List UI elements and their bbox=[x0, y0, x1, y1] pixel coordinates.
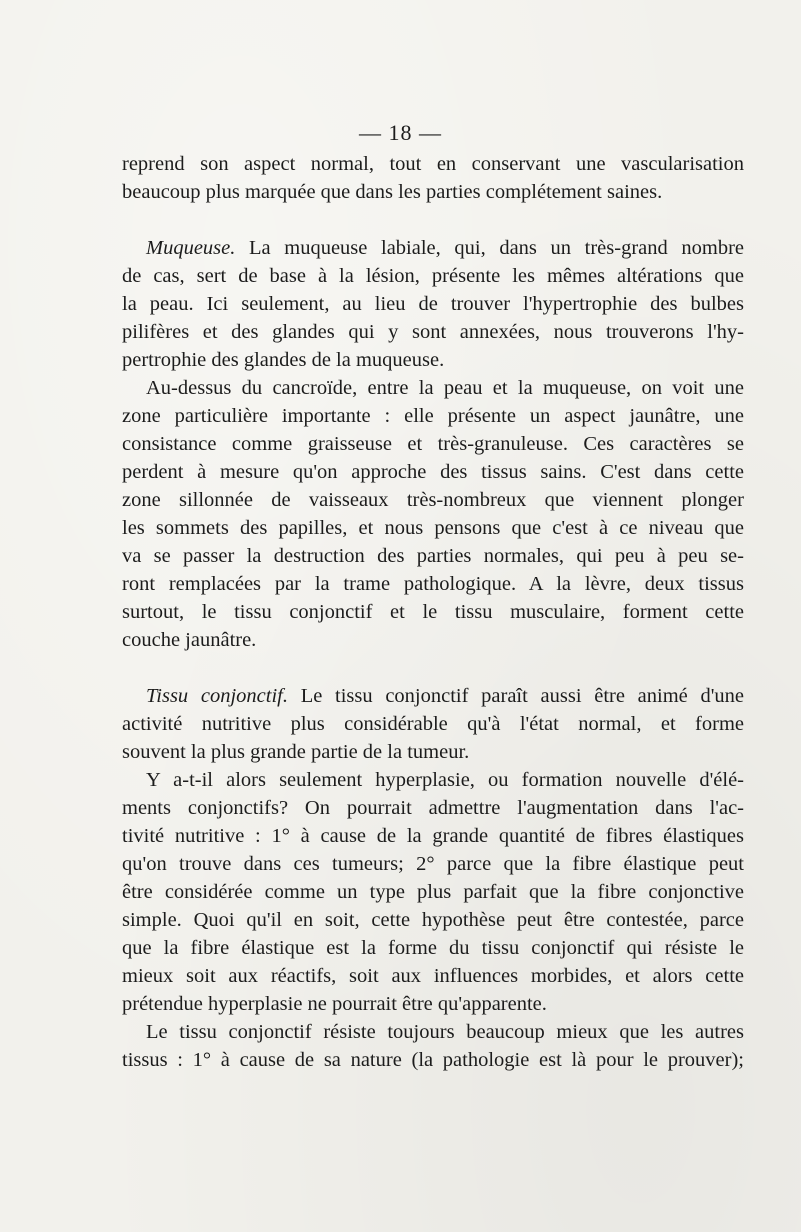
text-line: couche jaunâtre. bbox=[122, 629, 257, 651]
text-line: consistance comme graisseuse et très-granuleuse. Ces caractères se bbox=[122, 433, 744, 455]
text-line: de cas, sert de base à la lésion, présente les mêmes altérations que bbox=[122, 265, 744, 287]
text-line: zone particulière importante : elle présente un aspect jaunâtre, une bbox=[122, 405, 744, 427]
text-line: Le tissu conjonctif résiste toujours beaucoup mieux que les autres bbox=[146, 1021, 744, 1043]
page-number: — 18 — bbox=[359, 120, 442, 145]
text-line: souvent la plus grande partie de la tumeur. bbox=[122, 741, 470, 763]
text-line: mieux soit aux réactifs, soit aux influences morbides, et alors cette bbox=[122, 965, 744, 987]
text-line: reprend son aspect normal, tout en conservant une vascularisation bbox=[122, 153, 744, 175]
text-line: prétendue hyperplasie ne pourrait être qu'apparente. bbox=[122, 993, 547, 1015]
text-line: que la fibre élastique est la forme du tissu conjonctif qui résiste le bbox=[122, 937, 744, 959]
text-line: être considérée comme un type plus parfait que la fibre conjonctive bbox=[122, 881, 744, 903]
text-line: surtout, le tissu conjonctif et le tissu musculaire, forment cette bbox=[122, 601, 744, 623]
text-line: va se passer la destruction des parties normales, qui peu à peu se- bbox=[122, 545, 744, 567]
text-line: pilifères et des glandes qui y sont annexées, nous trouverons l'hy- bbox=[122, 321, 744, 343]
text-line: activité nutritive plus considérable qu'à l'état normal, et forme bbox=[122, 713, 744, 735]
paragraph bbox=[122, 374, 744, 654]
text-line: ments conjonctifs? On pourrait admettre l'augmentation dans l'ac- bbox=[122, 797, 744, 819]
section-heading: Tissu conjonctif. bbox=[146, 685, 288, 707]
text-line: Y a-t-il alors seulement hyperplasie, ou formation nouvelle d'élé- bbox=[146, 769, 744, 791]
text-line: Au-dessus du cancroïde, entre la peau et la muqueuse, on voit une bbox=[146, 377, 744, 399]
paragraph-muqueuse bbox=[122, 234, 744, 374]
text-line bbox=[122, 682, 744, 710]
text-line: pertrophie des glandes de la muqueuse. bbox=[122, 349, 445, 371]
text-line: tivité nutritive : 1° à cause de la grande quantité de fibres élastiques bbox=[122, 825, 744, 847]
text-line: tissus : 1° à cause de sa nature (la pathologie est là pour le prouver); bbox=[122, 1049, 744, 1071]
paragraph bbox=[122, 150, 744, 206]
text-line-rest: La muqueuse labiale, qui, dans un très-grand nombre bbox=[235, 237, 744, 259]
text-line: zone sillonnée de vaisseaux très-nombreux que viennent plonger bbox=[122, 489, 744, 511]
text-line bbox=[122, 234, 744, 262]
body-text bbox=[122, 150, 744, 1074]
paragraph bbox=[122, 766, 744, 1018]
text-line: beaucoup plus marquée que dans les parties complétement saines. bbox=[122, 181, 663, 203]
section-heading: Muqueuse. bbox=[146, 237, 236, 259]
paragraph-tissu-conjonctif bbox=[122, 682, 744, 766]
text-line: qu'on trouve dans ces tumeurs; 2° parce que la fibre élastique peut bbox=[122, 853, 744, 875]
text-line: simple. Quoi qu'il en soit, cette hypothèse peut être contestée, parce bbox=[122, 909, 744, 931]
text-line-rest: Le tissu conjonctif paraît aussi être animé d'une bbox=[287, 685, 744, 707]
text-line: ront remplacées par la trame pathologique. A la lèvre, deux tissus bbox=[122, 573, 744, 595]
paragraph bbox=[122, 1018, 744, 1074]
text-line: perdent à mesure qu'on approche des tissus sains. C'est dans cette bbox=[122, 461, 744, 483]
text-line: la peau. Ici seulement, au lieu de trouver l'hypertrophie des bulbes bbox=[122, 293, 744, 315]
text-line: les sommets des papilles, et nous pensons que c'est à ce niveau que bbox=[122, 517, 744, 539]
